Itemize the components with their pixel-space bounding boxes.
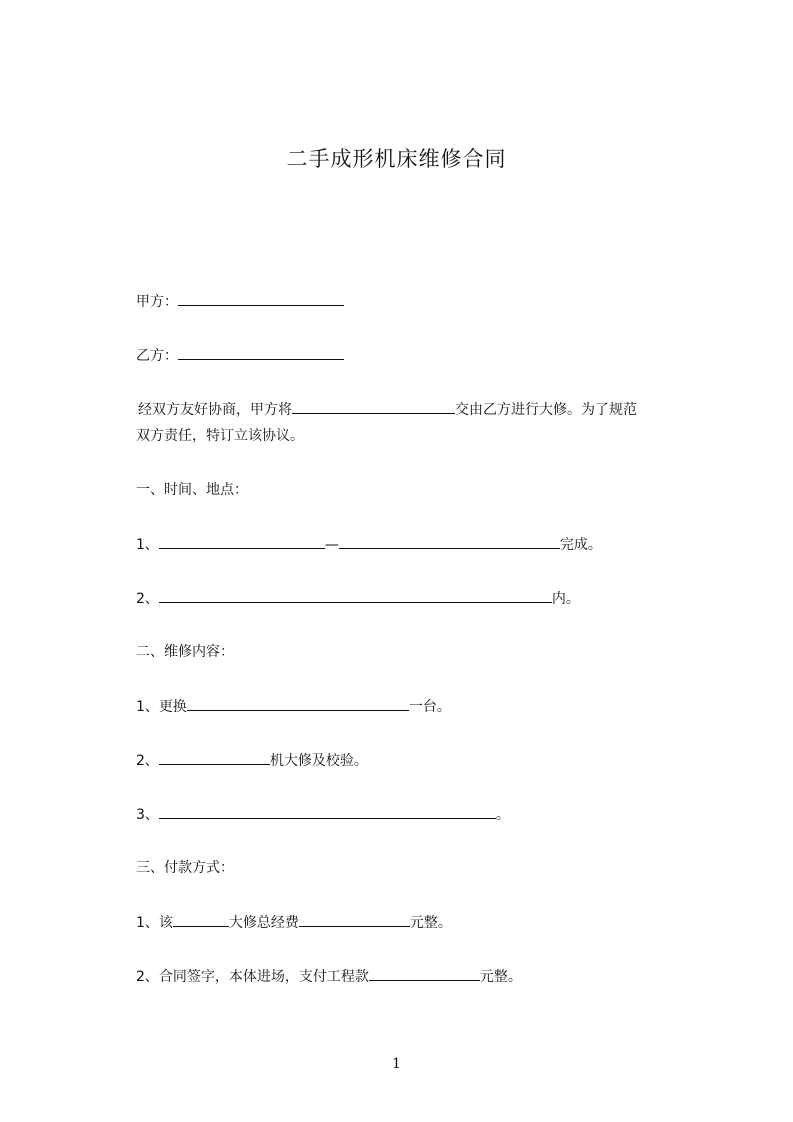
party-b-line [136, 345, 344, 366]
intro-equipment-blank [292, 399, 455, 414]
section2-item1 [136, 696, 451, 717]
replacement-part-blank [187, 696, 409, 711]
item-suffix: 完成。 [559, 537, 602, 553]
item-number: 3、 [136, 807, 159, 823]
item-middle: 大修总经费 [228, 915, 299, 931]
item-suffix: 机大修及校验。 [269, 753, 368, 769]
item-suffix: 。 [495, 807, 510, 823]
item-number: 1、 [136, 537, 159, 553]
machine-blank [159, 750, 270, 765]
document-title: 二手成形机床维修合同 [286, 147, 507, 171]
section3-item2 [136, 966, 522, 987]
item-number: 2、 [136, 591, 159, 607]
item-suffix: 内。 [551, 591, 580, 607]
item-prefix: 1、更换 [136, 699, 187, 715]
intro-line-2: 双方责任，特订立该协议。 [136, 428, 304, 444]
location-blank [159, 588, 552, 603]
total-cost-blank [299, 912, 410, 927]
section1-heading: 一、时间、地点： [136, 482, 248, 498]
party-a-line [136, 291, 344, 312]
item-suffix: 元整。 [409, 915, 452, 931]
item-prefix: 1、该 [136, 915, 173, 931]
party-a-blank [178, 291, 344, 306]
item-suffix: 元整。 [479, 969, 522, 985]
section3-heading: 三、付款方式： [136, 860, 234, 876]
party-a-label: 甲方： [136, 294, 178, 310]
intro-line-1 [138, 399, 637, 420]
party-b-blank [178, 345, 344, 360]
page-number: 1 [392, 1056, 401, 1072]
intro-text-before: 经双方友好协商，甲方将 [138, 402, 292, 418]
party-b-label: 乙方： [136, 348, 178, 364]
other-content-blank [159, 804, 496, 819]
section1-item2 [136, 588, 580, 609]
equipment-type-blank [173, 912, 229, 927]
section2-item2 [136, 750, 368, 771]
end-date-blank [339, 534, 560, 549]
section1-item1 [136, 534, 602, 555]
section3-item1 [136, 912, 452, 933]
item-number: 2、 [136, 753, 159, 769]
start-date-blank [159, 534, 325, 549]
item-suffix: 一台。 [408, 699, 451, 715]
dash-separator: — [324, 537, 339, 553]
intro-text-after: 交由乙方进行大修。为了规范 [455, 402, 637, 418]
item-prefix: 2、合同签字，本体进场，支付工程款 [136, 969, 369, 985]
payment-amount-blank [369, 966, 480, 981]
section2-item3 [136, 804, 510, 825]
section2-heading: 二、维修内容： [136, 644, 234, 660]
